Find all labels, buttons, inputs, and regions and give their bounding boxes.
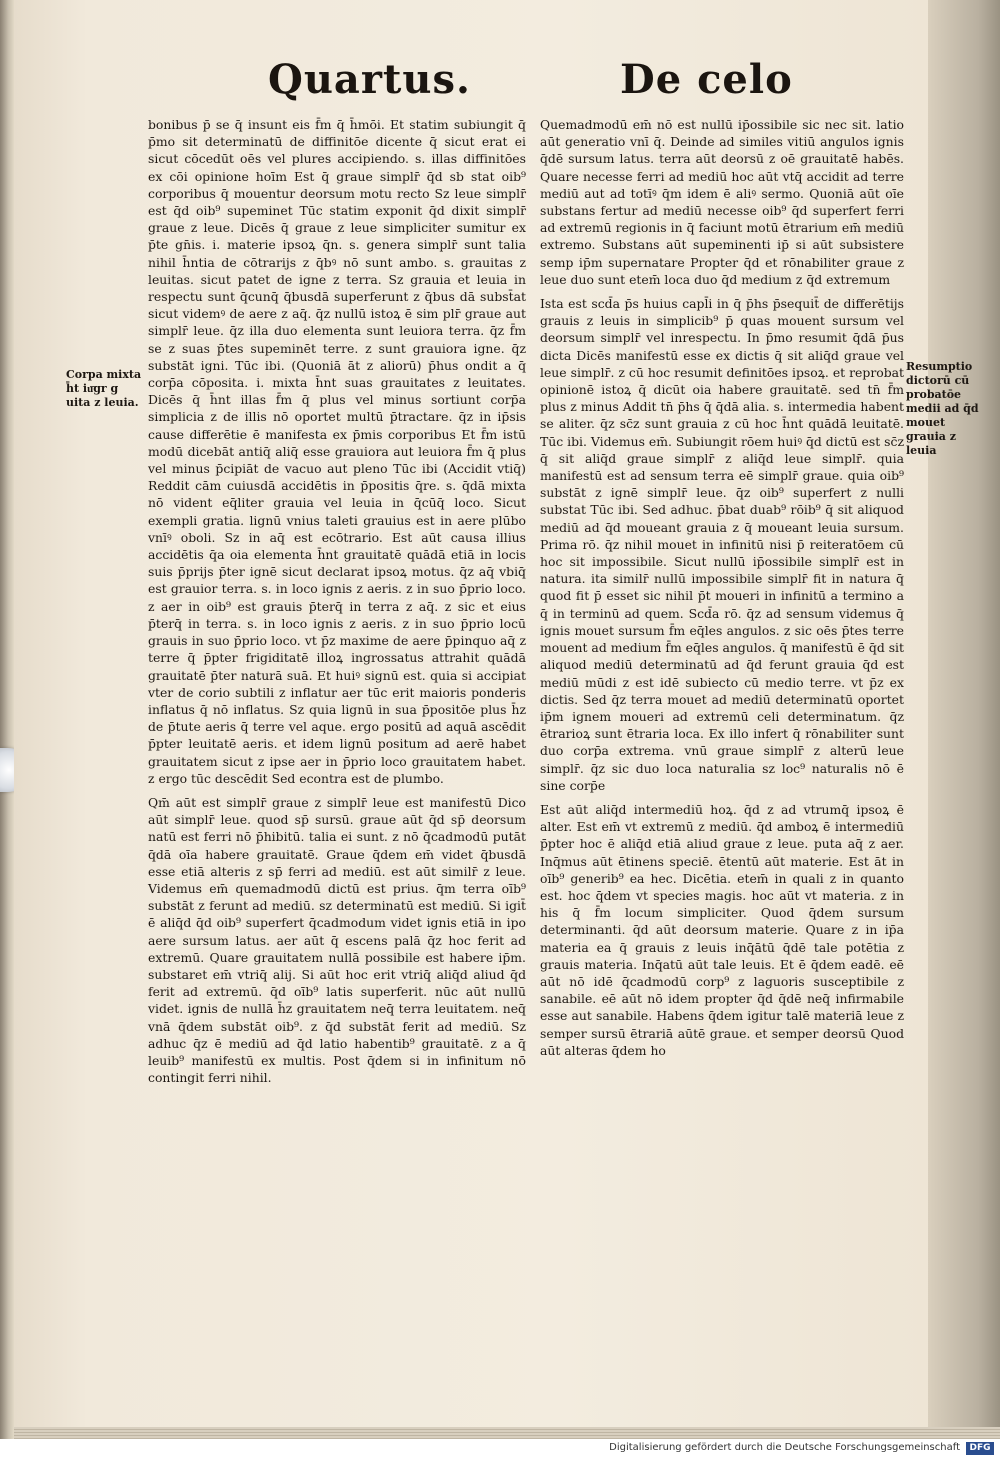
marginal-note-right: Resumptio dictorū cū probatōe medii ad q̄d mouet grauia z leuia	[906, 360, 979, 457]
page-right-shadow	[928, 0, 1000, 1427]
left-column	[148, 116, 526, 1086]
marginal-note-left: Corpa mixta h̄t iu͞gr g uita z leuia.	[66, 368, 142, 409]
running-head-right: De celo	[620, 56, 793, 103]
right-paragraph-3: Est aūt aliq̄d intermediū hoꝝ. q̄d z ad vtrumq̄ ipsoꝝ ē alter. Est em̄ vt extremū z mediū. q̄d amboꝝ ē intermediū p̄pter hoc ē aliq̄d etiā aliud graue z leue. puta aq̄ z aer. Inq̄mus aūt ētinens speciē. ētentū aūt materie. Est āt in oīb⁹ generib⁹ ea hec. Dicētia. etem̄ in quali z in quanto est. hoc q̄dem vt species magis. hoc aūt vt materia. z in his q̄ f̄m locum simpliciter. Quod q̄dem sursum determinanti. q̄d aūt deorsum materie. Quare z in ip̄a materia ea q̄ grauis z leuis inq̄ātū q̄dē tale potētia z grauis materia. Inq̄atū aūt tale leuis. Et ē q̄dem eadē. eē aūt nō idē q̄cadmodū corp⁹ z laguoris susceptibile z sanabile. eē aūt nō idem propter q̄d q̄dē neq̄ infirmabile esse aut sanabile. Habens q̄dem igitur talē materiā leue z semper sursū ētrariā aūtē graue. et semper deorsū Quod aūt alteras q̄dem ho	[540, 801, 904, 1058]
right-paragraph-1: Quemadmodū em̄ nō est nullū ip̄ossibile sic nec sit. latio aūt generatio vnī q̄. Deinde ad similes vitiū angulos ignis q̄dē sursum latus. terra aūt deorsū z oē grauitatē habēs. Quare necesse ferri ad mediū hoc aūt vtq̄ accidit ad terre mediū aut ad totīꝰ q̄m idem ē aliꝰ sermo. Quoniā aūt oīe substans fertur ad mediū necesse oib⁹ q̄d superfert ferri ad extremū regionis in q̄ faciunt motū ētrarium em̄ mediū extremo. Substans aūt supeminenti ip̄ si aūt subsistere semp ip̄m supernatare Propter q̄d et rōnabiliter graue z leue duo sunt etem̄ loca duo q̄d medium z q̄d extremum	[540, 117, 904, 287]
right-column	[540, 116, 904, 1059]
running-head-left: Quartus.	[268, 56, 471, 103]
left-paragraph-2: Qm̄ aūt est simplr̄ graue z simplr̄ leue est manifestū Dico aūt simplr̄ leue. quod sp̄ sursū. graue aūt q̄d sp̄ deorsum natū est ferri nō p̄hibitū. talia ei sunt. z nō q̄cadmodū putāt q̄dā oīa habere grauitatē. Graue q̄dem em̄ videt q̄busdā esse etiā alteris z sp̄ ferri ad mediū. est aūt similr̄ z leue. Videmus em̄ quemadmodū dictū est prius. q̄m terra oīb⁹ substāt z ferunt ad mediū. sz determinatū est mediū. Si igit̄ ē aliq̄d q̄d oib⁹ superfert q̄cadmodum videt ignis etiā in ipo aere sursum latus. aer aūt q̄ escens palā q̄z hoc ferit ad extremū. Quare grauitatem nullā possibile est habere ip̄m. substaret em̄ vtriq̄ alij. Si aūt hoc erit vtriq̄ aliq̄d aliud q̄d ferit ad extremū. q̄d oīb⁹ latis superferit. nūc aūt nullū videt. ignis de nullā h̄z grauitatem neq̄ terra leuitatem. neq̄ vnā q̄dem substāt oib⁹. z q̄d substāt ferit ad mediū. Sz adhuc q̄z ē mediū ad q̄d latio habentib⁹ grauitatē. z a q̄ leuib⁹ manifestū ex multis. Post q̄dem si in infinitum nō contingit ferri nihil.	[148, 794, 526, 1086]
left-paragraph-1: bonibus p̄ se q̄ insunt eis f̄m q̄ h̄mōi. Et statim subiungit q̄ p̄mo sit determinatū de diffinitōe dicente q̄ sicut erat ei sicut cōcedūt oēs vel plures accipiendo. s. illas diffinitōes ex cōi opinione hoīm Est q̄ graue simplr̄ q̄d sb stat oib⁹ corporibus q̄ mouentur deorsum motu recto Sz leue simplr̄ est q̄d oib⁹ supeminet Tūc statim exponit q̄d dixit simplr̄ graue z leue. Dicēs q̄ graue z leue simpliciter sumitur ex p̄te gn̄is. i. materie ipsoꝝ q̄n. s. genera simplr̄ sunt talia nihil h̄ntia de cōtrarijs z q̄bꝰ nō sunt ambo. s. grauitas z leuitas. sicut patet de igne z terra. Sz grauia et leuia in respectu sunt q̄cunq̄ q̄busdā superferunt z q̄bus dā subst̄at sicut videmꝰ de aere z aq̄. q̄z nullū istoꝝ ē sim plr̄ graue aut simplr̄ leue. q̄z illa duo elementa sunt leuiora terra. q̄z f̄m se z suas p̄tes supeminēt terre. z sunt grauiora igne. q̄z substāt igni. Tūc ibi. (Quoniā āt z aliorū) p̄hus ondit a q̄ corp̄a cōposita. i. mixta h̄nt suas grauitates z leuitates. Dicēs q̄ h̄nt illas f̄m q̄ plus vel minus sortiunt corp̄a simplicia z de illis nō oportet multū p̄tractare. q̄z in ip̄sis cause differētie ē manifesta ex p̄mis corporibus Et f̄m istū modū dicebāt antiq̄ aliq̄ esse grauiora aut leuiora f̄m q̄ plus vel minus p̄cipiāt de vacuo aut pleno Tūc ibi (Accidit vtiq̄) Reddit cām cuiusdā accidētis in p̄positis q̄re. s. q̄dā mixta nō vident eq̄liter grauia vel leuia in q̄cūq̄ loco. Sicut exempli gratia. lignū vnius taleti grauius est in aere plūbo vnīꝰ oboli. Sz in aq̄ est ecōtrario. Est aūt causa illius accidētis q̄a oia elementa h̄nt grauitatē quādā etiā in locis suis p̄prijs p̄ter ignē sicut declarat ipsoꝝ motus. q̄z aq̄ vbiq̄ est grauior terra. s. in loco ignis z aeris. z in suo p̄prio loco. z aer in oib⁹ est grauis p̄terq̄ in terra z aq̄. z sic et eius p̄terq̄ in terra. s. in loco ignis z aeris. z in suo p̄prio locū grauis in suo p̄prio loco. vt p̄z maxime de aere p̄pinquo aq̄ z terre q̄ p̄pter frigiditatē illoꝝ ingrossatus attrahit quādā grauitatē p̄ter naturā suā. Et huiꝰ signū est. quia si accipiat vter de corio subtili z inflatur aer tūc erit maioris ponderis inflatus q̄ nō inflatus. Sz quia lignū in sua p̄positōe plus h̄z de p̄tute aeris q̄ terre vel aque. ergo positū ad aquā ascēdit p̄pter leuitatē aeris. et idem lignū positum ad aerē habet grauitatem sicut z ipse aer in p̄prio loco grauitatem habet. z ergo tūc descēdit Sed econtra est de plumbo.	[148, 117, 526, 786]
funding-note: Digitalisierung gefördert durch die Deutsche Forschungsgemeinschaft	[609, 1442, 960, 1453]
footer-bar	[0, 1439, 1000, 1459]
right-paragraph-2: Ista est scd̄a p̄s huius capl̄i in q̄ p̄hs p̄sequit̄ de differētijs grauis z leuis in simplicib⁹ p̄ quas mouent sursum vel deorsum simplr̄ vel inrespectu. In p̄mo resumit q̄dā p̄us dicta Dicēs manifestū esse ex dictis q̄ sit aliq̄d graue vel leue simplr̄. z cū hoc resumit definitōes ipsoꝝ. et reprobat opinionē istoꝝ q̄ dicūt oia habere grauitatē. sed tn̄ f̄m plus z minus Addit tn̄ p̄hs q̄ q̄dā alia. s. intermedia habent se aliter. q̄z sc̄z sunt grauia z cū hoc h̄nt quādā leuitatē. Tūc ibi. Videmus em̄. Subiungit rōem huiꝰ q̄d dictū est sc̄z q̄ sit aliq̄d graue simplr̄ z aliq̄d leue simplr̄. quia manifestū est ad sensum terra eē simplr̄ graue. quia oib⁹ substāt z ignē simplr̄ leue. q̄z oib⁹ superfert z nulli substat Tūc ibi. Sed adhuc. p̄bat duab⁹ rōib⁹ q̄ sit aliquod mediū ad q̄d moueant grauia z q̄ moueant leuia sursum. Prima rō. q̄z nihil mouet in infinitū nisi p̄ reiteratōem cū hoc sit impossibile. Sicut nullū ip̄ossibile simplr̄ est in natura. ita similr̄ nullū impossibile simplr̄ fit in natura q̄ quod fit p̄ esset sic nihil p̄t moueri in infinitū a termino a q̄ in terminū ad quem. Scd̄a rō. q̄z ad sensum videmus q̄ ignis mouet sursum f̄m eq̄les angulos. z sic oēs p̄tes terre mouent ad medium f̄m eq̄les angulos. q̄ manifestū ē q̄d sit aliquod mediū determinatū ad q̄d ferunt grauia q̄d est mediū mūdi z est idē subiecto cū medio terre. vt p̄z ex dictis. Sed q̄z terra mouet ad mediū determinatū oportet ip̄m ignem moueri ad extremū celi determinatum. q̄z ētrarioꝝ sunt ētraria loca. Ex illo infert q̄ rōnabiliter sunt duo corp̄a extrema. vnū graue simplr̄ z alterū leue simplr̄. q̄z sic duo loca naturalia sz loc⁹ naturalis nō ē sine corp̄e	[540, 296, 904, 793]
dfg-logo: DFG	[966, 1442, 994, 1455]
page-edges	[14, 1427, 1000, 1439]
book-binding	[0, 0, 14, 1459]
